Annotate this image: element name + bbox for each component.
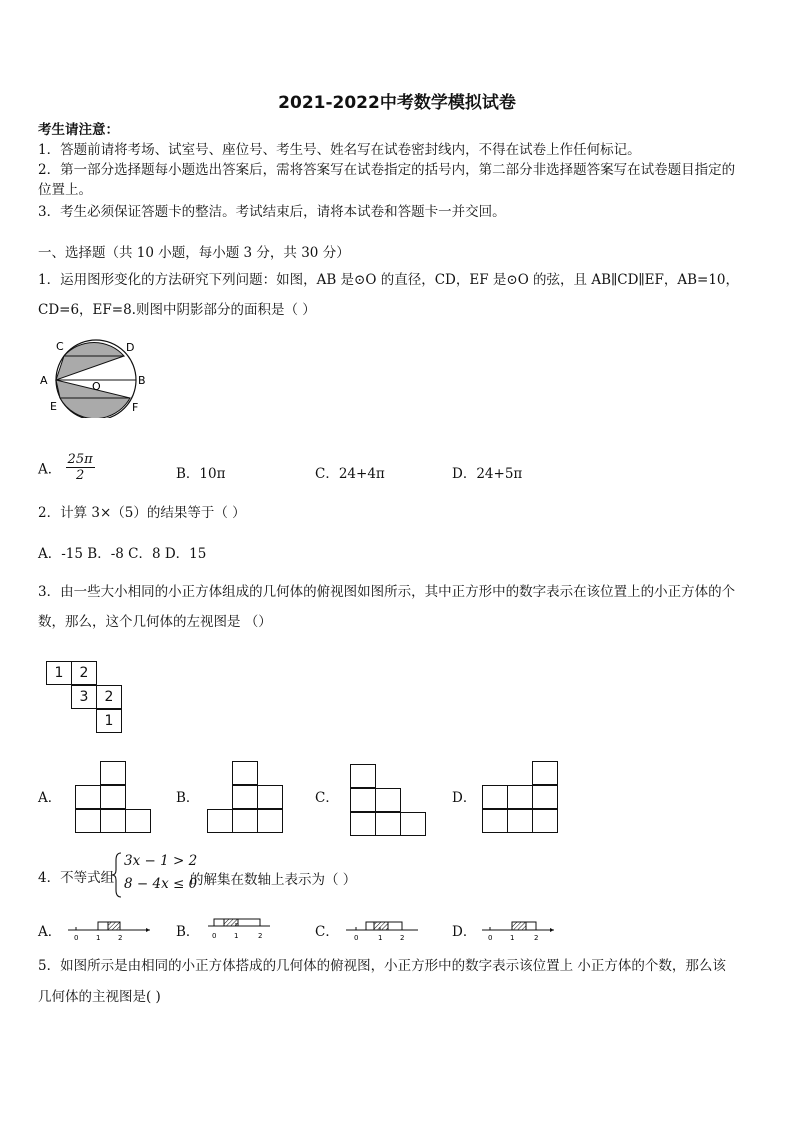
q1-stem-line1: 1．运用图形变化的方法研究下列问题：如图，AB 是⊙O 的直径，CD，EF 是⊙O 的弦，且 AB∥CD∥EF，AB=10， bbox=[38, 272, 740, 288]
q4-inequality-1: 3x − 1 > 2 bbox=[124, 853, 198, 869]
grid-cell: 3 bbox=[71, 685, 97, 709]
notice-item: 3．考生必须保证答题卡的整洁。考试结束后，请将本试卷和答题卡一并交回。 bbox=[38, 204, 506, 220]
svg-text:2: 2 bbox=[534, 934, 539, 942]
brace-icon bbox=[112, 852, 122, 898]
svg-text:1: 1 bbox=[378, 934, 383, 942]
q3-stem-line1: 3．由一些大小相同的小正方体组成的几何体的俯视图如图所示，其中正方形中的数字表示在该位置上的小正方体的个 bbox=[38, 584, 736, 600]
q1-option-d[interactable]: D．24+5π bbox=[452, 466, 523, 482]
q1-stem-line2: CD=6，EF=8.则图中阴影部分的面积是（ ） bbox=[38, 302, 316, 318]
label-F: F bbox=[132, 401, 139, 414]
page-title: 2021-2022中考数学模拟试卷 bbox=[278, 93, 516, 113]
q2-options[interactable]: A．-15 B．-8 C．8 D．15 bbox=[38, 546, 207, 562]
notice-heading: 考生请注意： bbox=[38, 122, 119, 138]
q1-option-a-label: A． bbox=[38, 461, 62, 478]
q4-option-c[interactable]: C． bbox=[315, 924, 339, 940]
q4-option-a[interactable]: A． bbox=[38, 924, 62, 940]
label-E: E bbox=[50, 400, 57, 413]
svg-text:2: 2 bbox=[118, 934, 123, 942]
q3-stem-line2: 数，那么，这个几何体的左视图是 （） bbox=[38, 614, 272, 630]
grid-cell: 1 bbox=[46, 661, 72, 685]
svg-text:0: 0 bbox=[354, 934, 359, 942]
q4-number-line-b bbox=[204, 914, 274, 942]
q1-option-b[interactable]: B．10π bbox=[176, 466, 226, 482]
q3-option-c[interactable]: C． bbox=[315, 790, 339, 806]
q4-number-line-d bbox=[478, 914, 558, 942]
label-A: A bbox=[40, 374, 48, 387]
notice-item: 位置上。 bbox=[38, 182, 92, 198]
q1-option-c[interactable]: C．24+4π bbox=[315, 466, 385, 482]
fraction-denominator: 2 bbox=[75, 468, 85, 483]
q4-option-d[interactable]: D． bbox=[452, 924, 477, 940]
q1-circle-figure bbox=[36, 338, 146, 418]
label-O: O bbox=[92, 380, 101, 393]
q3-option-b[interactable]: B． bbox=[176, 790, 200, 806]
label-C: C bbox=[56, 340, 64, 353]
svg-text:2: 2 bbox=[400, 934, 405, 942]
q5-stem-line2: 几何体的主视图是( ) bbox=[38, 989, 161, 1005]
q3-option-d[interactable]: D． bbox=[452, 790, 477, 806]
svg-text:0: 0 bbox=[212, 932, 217, 940]
label-B: B bbox=[138, 374, 146, 387]
grid-cell: 2 bbox=[71, 661, 97, 685]
fraction-numerator: 25π bbox=[67, 452, 93, 467]
grid-cell: 2 bbox=[96, 685, 122, 709]
notice-item: 1．答题前请将考场、试室号、座位号、考生号、姓名写在试卷密封线内，不得在试卷上作任何标记。 bbox=[38, 142, 641, 158]
q4-option-b[interactable]: B． bbox=[176, 924, 200, 940]
svg-text:0: 0 bbox=[488, 934, 493, 942]
q4-number-line-a bbox=[64, 914, 154, 942]
q5-stem-line1: 5．如图所示是由相同的小正方体搭成的几何体的俯视图，小正方形中的数字表示该位置上 小正方体的个数，那么该 bbox=[38, 958, 726, 974]
q4-number-line-c bbox=[342, 914, 422, 942]
q4-stem-suffix: 的解集在数轴上表示为（ ） bbox=[190, 872, 357, 888]
section-heading: 一、选择题（共 10 小题，每小题 3 分，共 30 分） bbox=[38, 245, 350, 261]
svg-text:0: 0 bbox=[74, 934, 79, 942]
q4-inequality-2: 8 − 4x ≤ 0 bbox=[124, 876, 198, 892]
fraction bbox=[66, 452, 95, 483]
svg-text:1: 1 bbox=[234, 932, 239, 940]
notice-item: 2．第一部分选择题每小题选出答案后，需将答案写在试卷指定的括号内，第二部分非选择题答案写在试卷题目指定的 bbox=[38, 162, 736, 178]
svg-text:1: 1 bbox=[96, 934, 101, 942]
grid-cell: 1 bbox=[96, 709, 122, 733]
q2-stem: 2．计算 3×（5）的结果等于（ ） bbox=[38, 505, 246, 521]
q1-option-a[interactable] bbox=[38, 452, 95, 483]
q4-stem-prefix: 4．不等式组 bbox=[38, 870, 115, 886]
svg-text:1: 1 bbox=[510, 934, 515, 942]
svg-text:2: 2 bbox=[258, 932, 263, 940]
label-D: D bbox=[126, 341, 135, 354]
q3-option-a[interactable]: A． bbox=[38, 790, 62, 806]
